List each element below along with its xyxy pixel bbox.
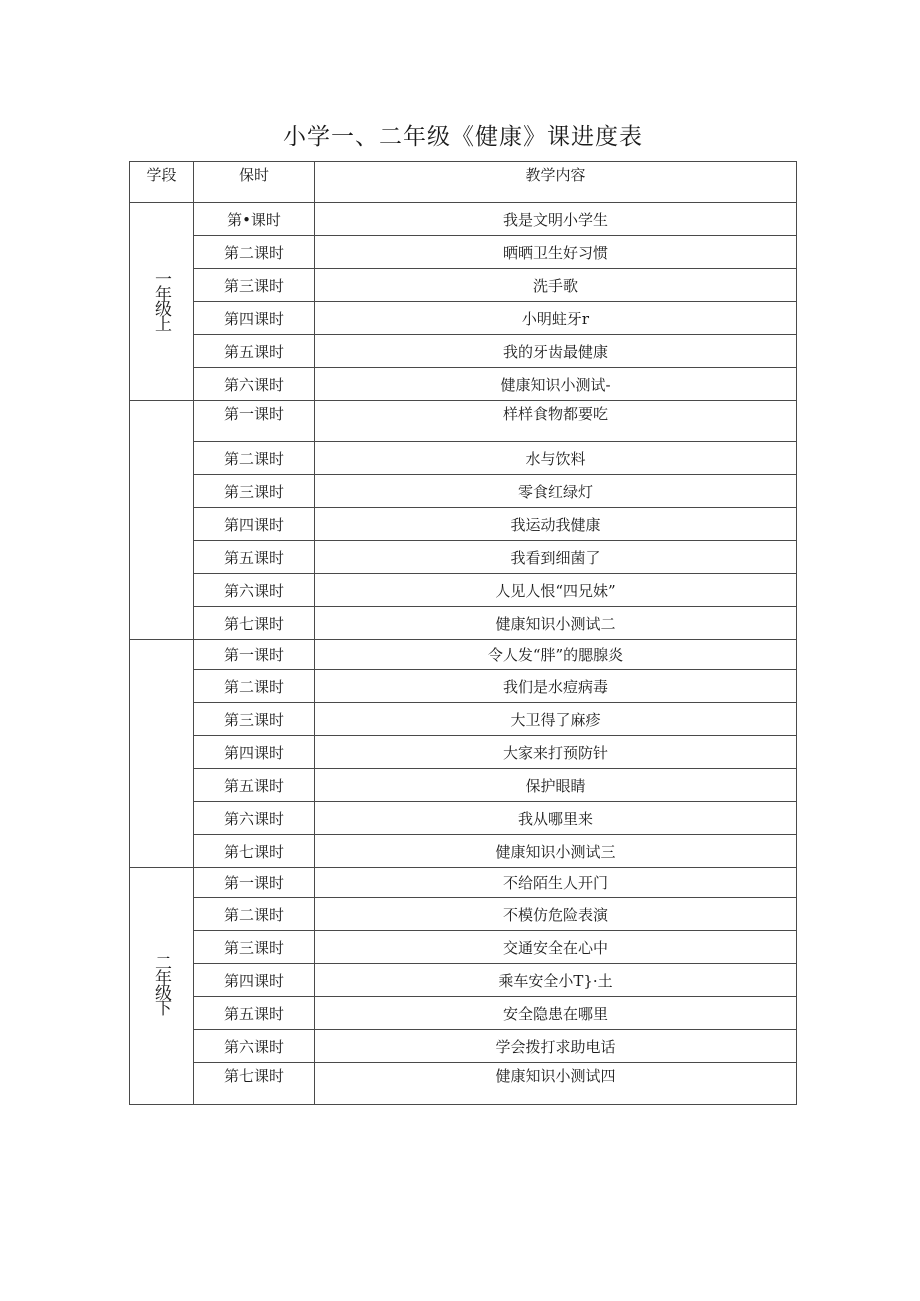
stage-label: 二年级下 — [151, 954, 171, 1014]
table-row — [130, 898, 797, 931]
content-cell: 人见人恨“四兄妹” — [315, 574, 797, 607]
content-cell: 洗手歌 — [315, 269, 797, 302]
content-cell: 健康知识小测试- — [315, 368, 797, 401]
period-cell: 第五课时 — [194, 541, 315, 574]
content-cell: 晒晒卫生好习惯 — [315, 236, 797, 269]
table-row — [130, 997, 797, 1030]
content-cell: 我从哪里来 — [315, 802, 797, 835]
period-cell: 第二课时 — [194, 670, 315, 703]
period-cell: 第七课时 — [194, 607, 315, 640]
period-cell: 第五课时 — [194, 769, 315, 802]
stage-cell — [130, 203, 194, 401]
table-row — [130, 868, 797, 898]
period-cell: 第三课时 — [194, 269, 315, 302]
content-cell: 我们是水痘病毒 — [315, 670, 797, 703]
table-row — [130, 236, 797, 269]
content-cell: 学会拨打求助电话 — [315, 1030, 797, 1063]
content-cell: 样样食物都要吃 — [315, 401, 797, 442]
header-content: 教学内容 — [315, 162, 797, 203]
period-cell: 第四课时 — [194, 302, 315, 335]
period-cell: 第•课时 — [194, 203, 315, 236]
period-cell: 第七课时 — [194, 1063, 315, 1105]
table-row — [130, 640, 797, 670]
table-row — [130, 802, 797, 835]
content-cell: 乘车安全小T}·土 — [315, 964, 797, 997]
period-cell: 第二课时 — [194, 898, 315, 931]
period-cell: 第一课时 — [194, 640, 315, 670]
period-cell: 第五课时 — [194, 335, 315, 368]
content-cell: 大卫得了麻疹 — [315, 703, 797, 736]
period-cell: 第一课时 — [194, 401, 315, 442]
content-cell: 大家来打预防针 — [315, 736, 797, 769]
stage-label: 一年级上 — [151, 269, 171, 330]
period-cell: 第四课时 — [194, 736, 315, 769]
table-row — [130, 736, 797, 769]
content-cell: 保护眼睛 — [315, 769, 797, 802]
table-row — [130, 203, 797, 236]
period-cell: 第四课时 — [194, 964, 315, 997]
header-stage: 学段 — [130, 162, 194, 203]
period-cell: 第三课时 — [194, 931, 315, 964]
table-row — [130, 401, 797, 442]
header-period: 保时 — [194, 162, 315, 203]
content-cell: 安全隐患在哪里 — [315, 997, 797, 1030]
content-cell: 水与饮料 — [315, 442, 797, 475]
period-cell: 第六课时 — [194, 574, 315, 607]
content-cell: 我的牙齿最健康 — [315, 335, 797, 368]
content-cell: 不给陌生人开门 — [315, 868, 797, 898]
content-cell: 健康知识小测试二 — [315, 607, 797, 640]
content-cell: 零食红绿灯 — [315, 475, 797, 508]
table-row — [130, 508, 797, 541]
table-row — [130, 302, 797, 335]
period-cell: 第六课时 — [194, 368, 315, 401]
table-row — [130, 541, 797, 574]
table-row — [130, 335, 797, 368]
content-cell: 小明蛀牙r — [315, 302, 797, 335]
content-cell: 我看到细菌了 — [315, 541, 797, 574]
period-cell: 第三课时 — [194, 475, 315, 508]
period-cell: 第六课时 — [194, 1030, 315, 1063]
table-row — [130, 769, 797, 802]
period-cell: 第四课时 — [194, 508, 315, 541]
table-header-row — [130, 162, 797, 203]
period-cell: 第六课时 — [194, 802, 315, 835]
content-cell: 健康知识小测试四 — [315, 1063, 797, 1105]
table-row — [130, 442, 797, 475]
period-cell: 第二课时 — [194, 236, 315, 269]
table-row — [130, 931, 797, 964]
table-row — [130, 703, 797, 736]
table-row — [130, 964, 797, 997]
table-row — [130, 574, 797, 607]
table-row — [130, 670, 797, 703]
content-cell: 我运动我健康 — [315, 508, 797, 541]
period-cell: 第三课时 — [194, 703, 315, 736]
period-cell: 第二课时 — [194, 442, 315, 475]
table-row — [130, 269, 797, 302]
table-row — [130, 368, 797, 401]
content-cell: 我是文明小学生 — [315, 203, 797, 236]
content-cell: 健康知识小测试三 — [315, 835, 797, 868]
table-row — [130, 1063, 797, 1105]
stage-cell — [130, 640, 194, 868]
schedule-table — [129, 161, 797, 1105]
table-row — [130, 1030, 797, 1063]
content-cell: 不模仿危险表演 — [315, 898, 797, 931]
page-title: 小学一、二年级《健康》课进度表 — [283, 124, 643, 150]
stage-cell — [130, 868, 194, 1105]
table-row — [130, 475, 797, 508]
period-cell: 第五课时 — [194, 997, 315, 1030]
period-cell: 第一课时 — [194, 868, 315, 898]
content-cell: 交通安全在心中 — [315, 931, 797, 964]
period-cell: 第七课时 — [194, 835, 315, 868]
table-row — [130, 835, 797, 868]
stage-cell — [130, 401, 194, 640]
content-cell: 令人发“胖”的腮腺炎 — [315, 640, 797, 670]
table-row — [130, 607, 797, 640]
